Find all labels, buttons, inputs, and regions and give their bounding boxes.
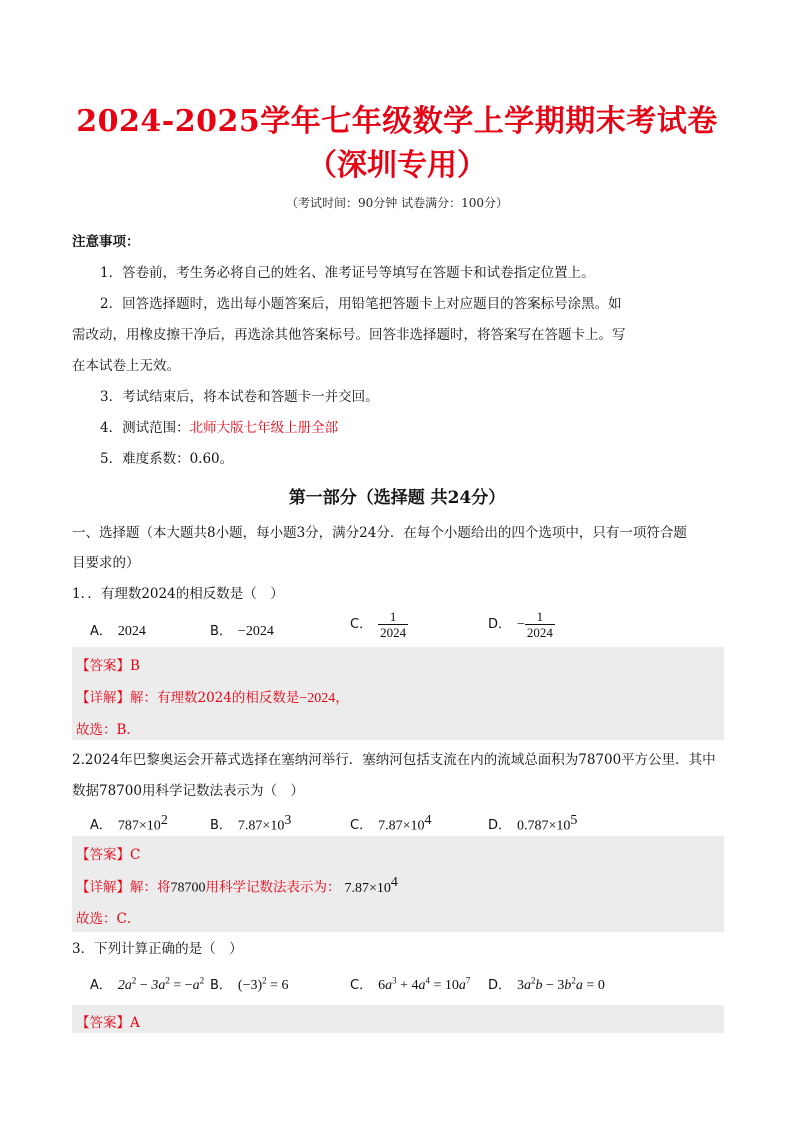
notice-item-4-scope: 北师大版七年级上册全部	[189, 420, 339, 436]
question-2-stem-line-1: 2.2024年巴黎奥运会开幕式选择在塞纳河举行．塞纳河包括支流在内的流域总面积为78700平方公里．其中	[72, 752, 716, 768]
q3-answer-box	[72, 1005, 724, 1033]
q2-answer: 【答案】C	[76, 847, 141, 863]
q1-option-d: D． − $\frac{1}{2024}$	[488, 609, 553, 640]
section-title: 第一部分（选择题 共24分）	[288, 488, 506, 508]
q2-choose: 故选：C．	[76, 911, 141, 927]
q2-option-d: D． $0.787\times 10^5$	[488, 813, 578, 834]
q3-option-a: A． $2a^2 - 3a^2 = -a^2$	[90, 975, 205, 993]
notice-item-2-line-2: 需改动，用橡皮擦干净后，再选涂其他答案标号。回答非选择题时，将答案写在答题卡上。写	[72, 327, 626, 343]
notice-item-4-label: 4．测试范围：	[100, 420, 190, 436]
notice-item-5: 5．难度系数：0.60。	[100, 451, 234, 467]
q2-detail: 【详解】解：将78700用科学记数法表示为： $7.87\times 10^4$	[76, 875, 398, 896]
question-1-stem: 1．．有理数2024的相反数是（ ）	[72, 586, 284, 602]
fraction: $\frac{1}{2024}$	[526, 609, 553, 640]
q3-option-c: C． $6a^3 + 4a^4 = 10a^7$	[350, 975, 471, 993]
q3-option-b: B． $(-3)^2 = 6$	[210, 975, 289, 993]
fraction: $\frac{1}{2024}$	[380, 609, 407, 640]
q3-option-d: D． $3a^2b - 3b^2a = 0$	[488, 975, 605, 993]
q1-detail: 【详解】解：有理数2024的相反数是−2024，	[76, 690, 350, 706]
notice-item-4	[100, 416, 338, 436]
notice-item-2-line-3: 在本试卷上无效。	[72, 358, 180, 374]
q1-option-c: C． $\frac{1}{2024}$	[350, 609, 407, 640]
notice-item-2-line-1: 2．回答选择题时，选出每小题答案后，用铅笔把答题卡上对应题目的答案标号涂黑。如	[100, 296, 622, 312]
q1-option-a: A． 2024	[90, 624, 146, 639]
q1-answer: 【答案】B	[76, 658, 140, 674]
question-2-stem-line-2: 数据78700用科学记数法表示为（ ）	[72, 783, 304, 799]
exam-time-info: （考试时间：90分钟 试卷满分：100分）	[286, 196, 508, 210]
notice-item-1: 1．答卷前，考生务必将自己的姓名、准考证号等填写在答题卡和试卷指定位置上。	[100, 265, 595, 281]
question-3-stem: 3．下列计算正确的是（ ）	[72, 941, 243, 957]
exam-title-region: （深圳专用）	[307, 148, 487, 183]
section-desc-line-1: 一、选择题（本大题共8小题，每小题3分，满分24分．在每个小题给出的四个选项中，只有一项符合题	[72, 525, 687, 541]
exam-title: 2024-2025学年七年级数学上学期期末考试卷	[76, 104, 718, 139]
q1-choose: 故选：B．	[76, 722, 140, 738]
q1-option-b: B． −2024	[210, 624, 274, 639]
q2-option-b: B． $7.87\times 10^3$	[210, 813, 292, 834]
q3-answer: 【答案】A	[76, 1015, 140, 1031]
notice-item-3: 3．考试结束后，将本试卷和答题卡一并交回。	[100, 389, 379, 405]
section-desc-line-2: 目要求的）	[72, 555, 140, 571]
notice-heading: 注意事项：	[72, 234, 140, 250]
q2-option-c: C． $7.87\times 10^4$	[350, 813, 432, 834]
q2-option-a: A． $787\times 10^2$	[90, 813, 168, 834]
